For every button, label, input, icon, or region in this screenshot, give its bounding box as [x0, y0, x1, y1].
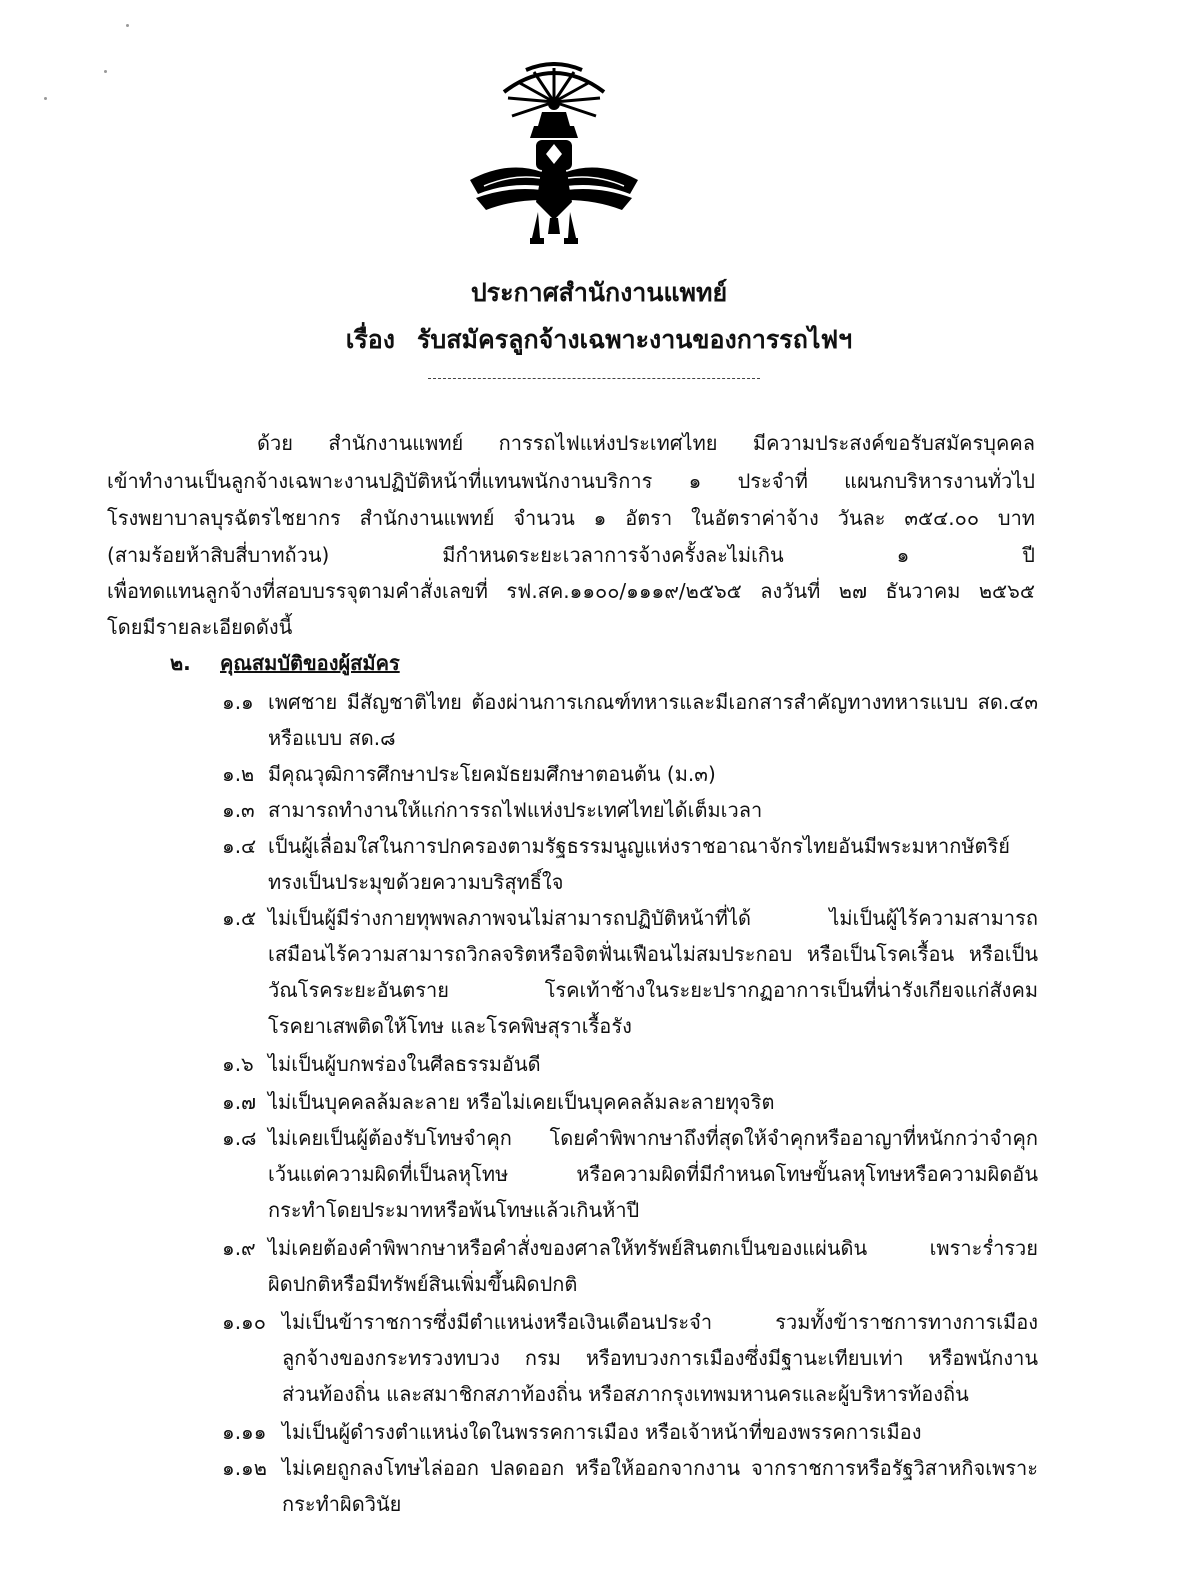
list-item [222, 756, 1038, 792]
list-item [222, 1120, 1038, 1228]
item-line: เพศชาย มีสัญชาติไทย ต้องผ่านการเกณฑ์ทหารและมีเอกสารสำคัญทางทหารแบบ สด.๔๓ [268, 690, 1038, 714]
item-line: ลูกจ้างของกระทรวงทบวง กรม หรือทบวงการเมืองซึ่งมีฐานะเทียบเท่า หรือพนักงาน [282, 1346, 1038, 1370]
intro-line: ด้วย สำนักงานแพทย์ การรถไฟแห่งประเทศไทย มีความประสงค์ขอรับสมัครบุคคล [257, 431, 1035, 455]
list-item [222, 684, 1038, 756]
title-separator [428, 378, 760, 379]
item-line: เป็นผู้เลื่อมใสในการปกครองตามรัฐธรรมนูญแห่งราชอาณาจักรไทยอันมีพระมหากษัตริย์ [268, 834, 1010, 858]
item-line: ไม่เป็นผู้บกพร่องในศีลธรรมอันดี [268, 1052, 541, 1076]
list-item [222, 1230, 1038, 1302]
list-item [222, 828, 1038, 900]
srt-emblem-icon [468, 62, 640, 254]
item-line: ไม่เป็นบุคคลล้มละลาย หรือไม่เคยเป็นบุคคลล้มละลายทุจริต [268, 1090, 775, 1114]
item-number: ๑.๑๐ [222, 1310, 266, 1334]
item-line: หรือแบบ สด.๘ [268, 726, 396, 750]
section-heading [170, 645, 400, 681]
item-number: ๑.๓ [222, 798, 255, 822]
intro-line: เพื่อทดแทนลูกจ้างที่สอบบรรจุตามคำสั่งเลขที่ รฟ.สค.๑๑๐๐/๑๑๑๙/๒๕๖๕ ลงวันที่ ๒๗ ธันวาคม ๒๕๖๕ [107, 579, 1035, 603]
item-line: ไม่เคยต้องคำพิพากษาหรือคำสั่งของศาลให้ทรัพย์สินตกเป็นของแผ่นดิน เพราะร่ำรวย [268, 1236, 1038, 1260]
item-number: ๑.๑๒ [222, 1456, 267, 1480]
item-number: ๑.๕ [222, 906, 257, 930]
scan-speck [126, 24, 129, 27]
announcement-subject [0, 322, 1198, 358]
list-item [222, 1304, 1038, 1412]
item-line: กระทำโดยประมาทหรือพ้นโทษแล้วเกินห้าปี [268, 1198, 640, 1222]
intro-line: (สามร้อยห้าสิบสี่บาทถ้วน) มีกำหนดระยะเวลาการจ้างครั้งละไม่เกิน ๑ ปี [107, 543, 1035, 567]
item-line: มีคุณวุฒิการศึกษาประโยคมัธยมศึกษาตอนต้น (ม.๓) [268, 762, 716, 786]
intro-line: โรงพยาบาลบุรฉัตรไชยากร สำนักงานแพทย์ จำนวน ๑ อัตรา ในอัตราค่าจ้าง วันละ ๓๕๔.๐๐ บาท [107, 506, 1035, 530]
section-number: ๒. [170, 651, 191, 675]
subject-label: เรื่อง [345, 325, 395, 354]
item-number: ๑.๖ [222, 1052, 254, 1076]
scan-speck [104, 70, 107, 73]
item-number: ๑.๔ [222, 834, 257, 858]
list-item [222, 1046, 1038, 1082]
item-number: ๑.๑๑ [222, 1420, 267, 1444]
item-line: ไม่เป็นผู้ดำรงตำแหน่งใดในพรรคการเมือง หรือเจ้าหน้าที่ของพรรคการเมือง [282, 1420, 922, 1444]
scan-speck [44, 97, 47, 100]
item-number: ๑.๘ [222, 1126, 257, 1150]
item-line: ผิดปกติหรือมีทรัพย์สินเพิ่มขึ้นผิดปกติ [268, 1272, 578, 1296]
list-item [222, 1450, 1038, 1522]
item-number: ๑.๙ [222, 1236, 256, 1260]
item-line: โรคยาเสพติดให้โทษ และโรคพิษสุราเรื้อรัง [268, 1014, 632, 1038]
item-line: เสมือนไร้ความสามารถวิกลจริตหรือจิตฟั่นเฟือนไม่สมประกอบ หรือเป็นโรคเรื้อน หรือเป็น [268, 942, 1038, 966]
item-line: ทรงเป็นประมุขด้วยความบริสุทธิ์ใจ [268, 870, 564, 894]
list-item [222, 792, 1038, 828]
item-line: ไม่เป็นผู้มีร่างกายทุพพลภาพจนไม่สามารถปฏิบัติหน้าที่ได้ ไม่เป็นผู้ไร้ความสามารถ [268, 906, 1038, 930]
item-line: ไม่เคยเป็นผู้ต้องรับโทษจำคุก โดยคำพิพากษาถึงที่สุดให้จำคุกหรืออาญาที่หนักกว่าจำคุก [268, 1126, 1038, 1150]
list-item [222, 1414, 1038, 1450]
intro-line: เข้าทำงานเป็นลูกจ้างเฉพาะงานปฏิบัติหน้าที่แทนพนักงานบริการ ๑ ประจำที่ แผนกบริหารงานทั่วไป [107, 469, 1035, 493]
item-line: ส่วนท้องถิ่น และสมาชิกสภาท้องถิ่น หรือสภากรุงเทพมหานครและผู้บริหารท้องถิ่น [282, 1382, 969, 1406]
list-item [222, 900, 1038, 1044]
item-line: ไม่เป็นข้าราชการซึ่งมีตำแหน่งหรือเงินเดือนประจำ รวมทั้งข้าราชการทางการเมือง [282, 1310, 1038, 1334]
item-line: สามารถทำงานให้แก่การรถไฟแห่งประเทศไทยได้เต็มเวลา [268, 798, 763, 822]
item-number: ๑.๑ [222, 690, 254, 714]
list-item [222, 1084, 1038, 1120]
item-line: ไม่เคยถูกลงโทษไล่ออก ปลดออก หรือให้ออกจากงาน จากราชการหรือรัฐวิสาหกิจเพราะ [282, 1456, 1038, 1480]
item-line: เว้นแต่ความผิดที่เป็นลหุโทษ หรือความผิดที่มีกำหนดโทษขั้นลหุโทษหรือความผิดอัน [268, 1162, 1038, 1186]
item-number: ๑.๒ [222, 762, 255, 786]
announcement-title: ประกาศสำนักงานแพทย์ [470, 278, 728, 307]
item-number: ๑.๗ [222, 1090, 257, 1114]
subject-text: รับสมัครลูกจ้างเฉพาะงานของการรถไฟฯ [417, 325, 853, 354]
item-line: วัณโรคระยะอันตราย โรคเท้าช้างในระยะปรากฏอาการเป็นที่น่ารังเกียจแก่สังคม [268, 978, 1038, 1002]
intro-line: โดยมีรายละเอียดดังนี้ [107, 615, 293, 639]
item-line: กระทำผิดวินัย [282, 1492, 402, 1516]
section-title: คุณสมบัติของผู้สมัคร [220, 651, 400, 675]
